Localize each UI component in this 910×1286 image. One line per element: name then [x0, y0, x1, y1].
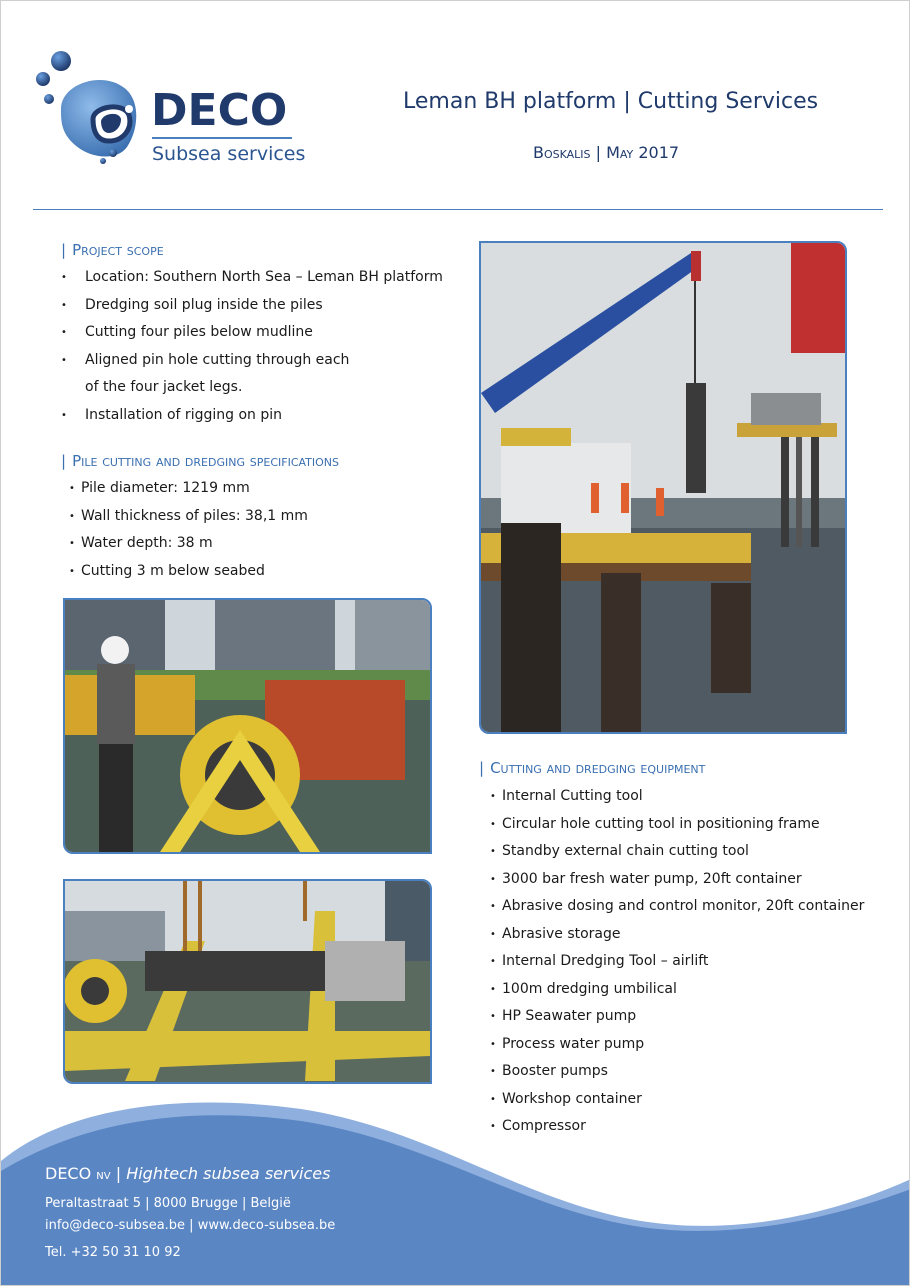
equipment-list — [490, 783, 864, 1141]
equipment-heading: | Cutting and dredging equipment — [479, 759, 706, 777]
list-item: • Installation of rigging on pin — [61, 402, 443, 430]
list-item: • 100m dredging umbilical — [490, 976, 864, 1004]
list-item: • Cutting four piles below mudline — [61, 319, 443, 347]
list-item: • Circular hole cutting tool in positioning frame — [490, 811, 864, 839]
list-item: • Cutting 3 m below seabed — [69, 558, 308, 586]
list-item: • Abrasive storage — [490, 921, 864, 949]
footer-address: Peraltastraat 5 | 8000 Brugge | België — [45, 1196, 291, 1211]
document-title: Leman BH platform | Cutting Services — [403, 89, 819, 114]
specifications-list — [69, 475, 308, 585]
list-item: • Pile diameter: 1219 mm — [69, 475, 308, 503]
list-item: • Process water pump — [490, 1031, 864, 1059]
list-item: • Standby external chain cutting tool — [490, 838, 864, 866]
footer-phone: Tel. +32 50 31 10 92 — [45, 1245, 181, 1260]
offshore-platform-image — [481, 243, 845, 732]
logo-subtitle: Subsea services — [152, 143, 306, 165]
list-item: • Aligned pin hole cutting through each — [61, 347, 443, 375]
project-scope-list — [61, 264, 443, 429]
specifications-heading: | Pile cutting and dredging specifications — [61, 452, 340, 470]
list-item: • Compressor — [490, 1113, 864, 1141]
logo-underline — [152, 137, 292, 139]
footer-company: DECO nv | Hightech subsea services — [45, 1164, 331, 1183]
list-item: • Water depth: 38 m — [69, 530, 308, 558]
list-item: of the four jacket legs. — [85, 379, 243, 395]
list-item: • Internal Dredging Tool – airlift — [490, 948, 864, 976]
cutting-tool-image — [65, 600, 430, 852]
tool-on-deck-image — [65, 881, 430, 1082]
list-item: • Location: Southern North Sea – Leman BH platform — [61, 264, 443, 292]
logo-wordmark: DECO — [151, 85, 288, 136]
list-item: • Abrasive dosing and control monitor, 20ft container — [490, 893, 864, 921]
header-divider — [33, 209, 883, 210]
client-date: Boskalis | May 2017 — [533, 143, 680, 162]
list-item: • Workshop container — [490, 1086, 864, 1114]
list-item: • 3000 bar fresh water pump, 20ft container — [490, 866, 864, 894]
list-item: • Internal Cutting tool — [490, 783, 864, 811]
list-item: • Dredging soil plug inside the piles — [61, 292, 443, 320]
project-scope-heading: | Project scope — [61, 241, 164, 259]
list-item: • Booster pumps — [490, 1058, 864, 1086]
list-item: • HP Seawater pump — [490, 1003, 864, 1031]
list-item: • Wall thickness of piles: 38,1 mm — [69, 503, 308, 531]
tool-on-deck-photo — [63, 879, 432, 1084]
footer-contact: info@deco-subsea.be | www.deco-subsea.be — [45, 1218, 336, 1233]
platform-photo — [479, 241, 847, 734]
cutting-tool-photo — [63, 598, 432, 854]
